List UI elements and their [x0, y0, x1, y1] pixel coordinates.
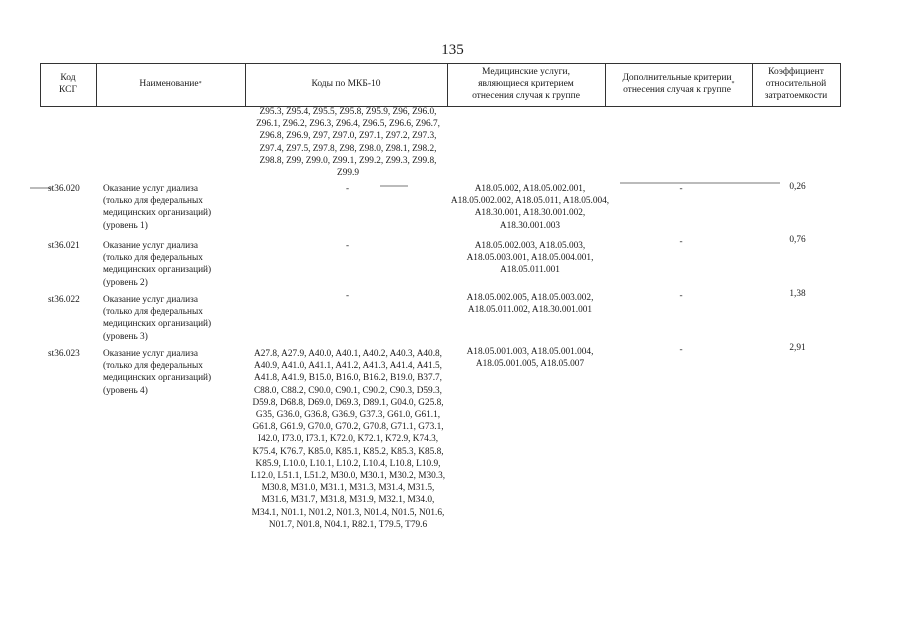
header-services: Медицинские услуги, являющиеся критерием отнесения случая к группе — [472, 67, 580, 101]
row-mkb: - — [345, 184, 350, 194]
row-mkb: - — [345, 241, 350, 251]
row-mkb: - — [345, 291, 350, 301]
row-name: Оказание услуг диализа (только для федеральных медицинских организаций) (уровень 4) — [103, 349, 212, 396]
header-additional: Дополнительные критерии отнесения случая к группе * — [622, 73, 735, 95]
row-additional: - — [679, 184, 683, 194]
row-name: Оказание услуг диализа (только для федеральных медицинских организаций) (уровень 3) — [103, 295, 212, 342]
header-divider — [840, 63, 841, 107]
row-services: A18.05.002, A18.05.002.001, A18.05.002.002, A18.05.011, A18.05.004, A18.30.001, A18.30.001.002, A18.30.001.003 — [450, 184, 610, 231]
row-coefficient: 2,91 — [789, 343, 806, 353]
row-code: st36.020 — [48, 184, 80, 194]
row-code: st36.021 — [48, 241, 80, 251]
row-additional: - — [679, 345, 683, 355]
row-services: A18.05.001.003, A18.05.001.004, A18.05.001.005, A18.05.007 — [466, 347, 594, 370]
row-name: Оказание услуг диализа (только для федеральных медицинских организаций) (уровень 2) — [103, 241, 212, 288]
row-coefficient: 0,76 — [789, 235, 806, 245]
row-additional: - — [679, 237, 683, 247]
row-coefficient: 0,26 — [789, 182, 806, 192]
row-services: A18.05.002.003, A18.05.003, A18.05.003.001, A18.05.004.001, A18.05.011.001 — [466, 241, 594, 276]
page-number: 135 — [441, 42, 464, 58]
header-mkb: Коды по МКБ-10 — [311, 79, 381, 90]
row-code: st36.023 — [48, 349, 80, 359]
row-coefficient: 1,38 — [789, 289, 806, 299]
row-services: A18.05.002.005, A18.05.003.002, A18.05.011.002, A18.30.001.001 — [466, 293, 594, 316]
row-code: st36.022 — [48, 295, 80, 305]
header-code: Код КСГ — [59, 73, 77, 95]
continuation-mkb-codes: Z95.3, Z95.4, Z95.5, Z95.8, Z95.9, Z96, Z96.0, Z96.1, Z96.2, Z96.3, Z96.4, Z96.5, Z96.6, Z96.7, Z96.8, Z96.9, Z97, Z97.0, Z97.1, Z97.2, Z97.3, Z97.4, Z97.5, Z97.8, Z98, Z98.0, Z98.1, Z98.2, Z98.8, Z99, Z99.0, Z99.1, Z99.2, Z99.3, Z99.8, Z99.9 — [256, 107, 440, 179]
row-additional: - — [679, 291, 683, 301]
row-name: Оказание услуг диализа (только для федеральных медицинских организаций) (уровень 1) — [103, 184, 212, 231]
header-coefficient: Коэффициент относительной затратоемкости — [764, 67, 828, 101]
header-name: Наименование * — [139, 79, 202, 90]
row-mkb: A27.8, A27.9, A40.0, A40.1, A40.2, A40.3, A40.8, A40.9, A41.0, A41.1, A41.2, A41.3, A41.4, A41.5, A41.8, A41.9, B15.0, B16.0, B16.2, B19.0, B37.7, C88.0, C88.2, C90.0, C90.1, C90.2, C90.3, D59.3, D59.8, D68.8, D69.0, D69.3, D89.1, G04.0, G25.8, G35, G36.0, G36.8, G36.9, G37.3, G61.0, G61.1, G61.8, G61.9, G70.0, G70.2, G70.8, G71.1, G73.1, I42.0, I73.0, I73.1, K72.0, K72.1, K72.9, K74.3, K75.4, K76.7, K85.0, K85.1, K85.2, K85.3, K85.8, K85.9, L10.0, L10.1, L10.2, L10.4, L10.8, L10.9, L12.0, L51.1, L51.2, M30.0, M30.1, M30.2, M30.3, M30.8, M31.0, M31.1, M31.3, M31.4, M31.5, M31.6, M31.7, M31.8, M31.9, M32.1, M34.0, M34.1, N01.1, N01.2, N01.3, N01.4, N01.5, N01.6, N01.7, N01.8, N04.1, R82.1, T79.5, T79.6 — [250, 349, 446, 530]
